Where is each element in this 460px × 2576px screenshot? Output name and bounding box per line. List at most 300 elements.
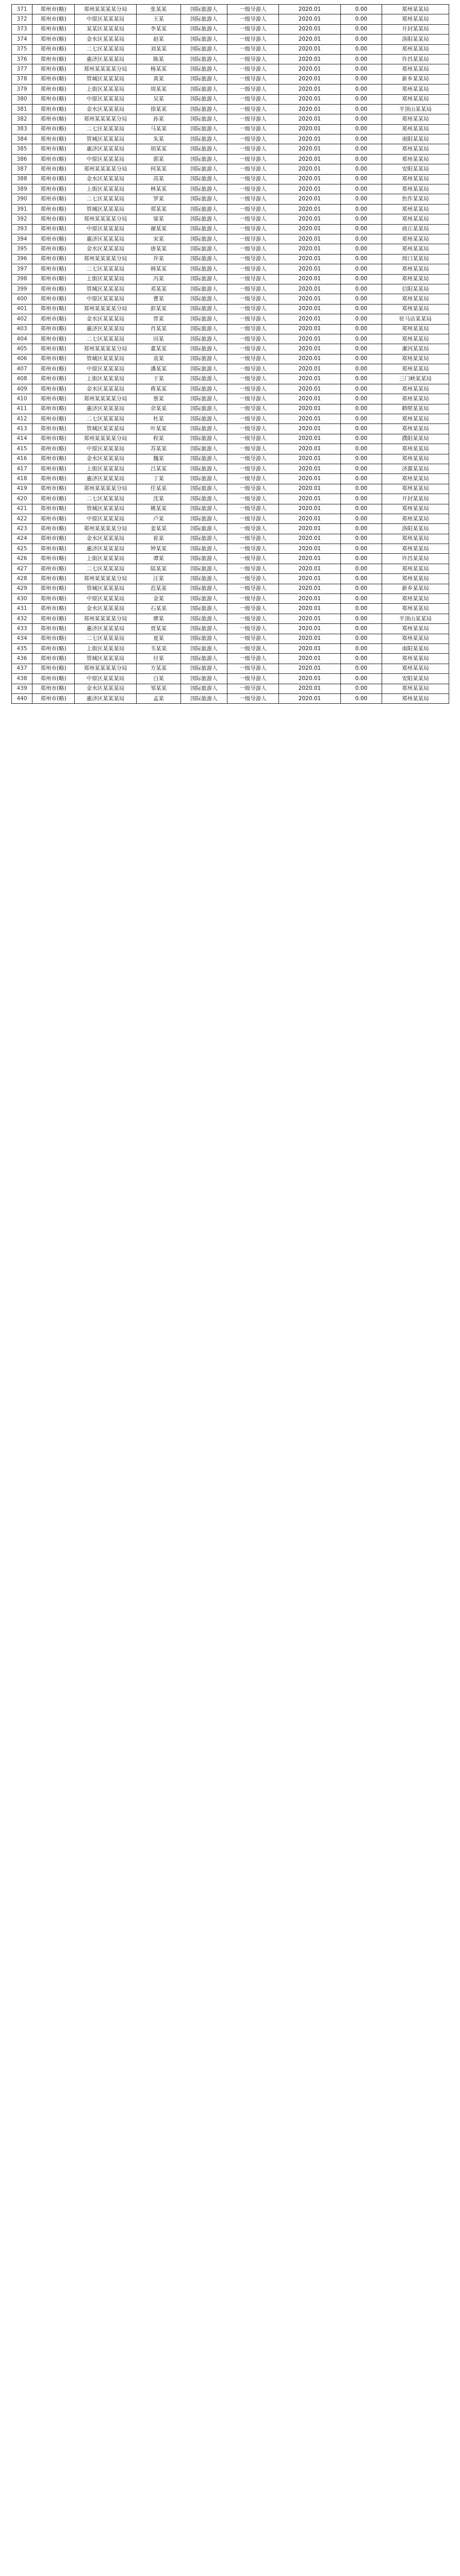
- cell-name: 曾某: [137, 314, 181, 324]
- cell-grade: 一级导游人: [227, 284, 279, 294]
- cell-place: 郑州某某局: [382, 394, 449, 404]
- table-row: [12, 554, 449, 564]
- cell-no: 433: [12, 624, 32, 634]
- cell-city: 郑州市(略): [32, 564, 75, 573]
- cell-no: 437: [12, 664, 32, 673]
- cell-type: 国际旅游人: [181, 514, 227, 523]
- cell-no: 384: [12, 134, 32, 144]
- cell-no: 427: [12, 564, 32, 573]
- table-row: [12, 284, 449, 294]
- cell-name: 赵某: [137, 35, 181, 44]
- cell-type: 国际旅游人: [181, 604, 227, 614]
- cell-no: 411: [12, 404, 32, 414]
- cell-code: 0.00: [341, 374, 382, 384]
- cell-grade: 一级导游人: [227, 584, 279, 594]
- cell-date: 2020.01: [279, 474, 341, 484]
- cell-name: 汪某: [137, 574, 181, 584]
- cell-code: 0.00: [341, 154, 382, 164]
- cell-date: 2020.01: [279, 64, 341, 74]
- cell-no: 435: [12, 644, 32, 654]
- cell-place: 郑州某某局: [382, 354, 449, 364]
- cell-grade: 一级导游人: [227, 424, 279, 434]
- cell-name: 徐某某: [137, 104, 181, 114]
- cell-no: 377: [12, 64, 32, 74]
- cell-place: 郑州某某局: [382, 564, 449, 573]
- cell-code: 0.00: [341, 454, 382, 464]
- cell-no: 395: [12, 244, 32, 254]
- table-row: [12, 35, 449, 44]
- cell-city: 郑州市(略): [32, 184, 75, 194]
- cell-name: 郑某某: [137, 204, 181, 214]
- cell-code: 0.00: [341, 234, 382, 244]
- cell-city: 郑州市(略): [32, 614, 75, 623]
- cell-type: 国际旅游人: [181, 344, 227, 354]
- cell-no: 422: [12, 514, 32, 523]
- cell-type: 国际旅游人: [181, 54, 227, 64]
- table-row: [12, 574, 449, 584]
- cell-place: 周口某某局: [382, 254, 449, 264]
- cell-place: 郑州某某局: [382, 484, 449, 494]
- cell-type: 国际旅游人: [181, 564, 227, 573]
- cell-type: 国际旅游人: [181, 544, 227, 554]
- cell-grade: 一级导游人: [227, 614, 279, 623]
- cell-name: 黄某: [137, 74, 181, 84]
- table-row: [12, 464, 449, 473]
- cell-date: 2020.01: [279, 374, 341, 384]
- cell-code: 0.00: [341, 634, 382, 643]
- cell-date: 2020.01: [279, 444, 341, 454]
- cell-city: 郑州市(略): [32, 124, 75, 134]
- cell-grade: 一级导游人: [227, 114, 279, 124]
- table-row: [12, 184, 449, 194]
- cell-date: 2020.01: [279, 414, 341, 424]
- table-row: [12, 144, 449, 154]
- cell-city: 郑州市(略): [32, 44, 75, 54]
- cell-date: 2020.01: [279, 624, 341, 634]
- cell-city: 郑州市(略): [32, 464, 75, 473]
- cell-no: 390: [12, 194, 32, 204]
- cell-city: 郑州市(略): [32, 354, 75, 364]
- table-row: [12, 524, 449, 534]
- table-row: [12, 594, 449, 604]
- cell-code: 0.00: [341, 54, 382, 64]
- cell-date: 2020.01: [279, 14, 341, 24]
- cell-bureau: 管城区某某某局: [75, 204, 137, 214]
- cell-date: 2020.01: [279, 74, 341, 84]
- cell-bureau: 中原区某某某局: [75, 594, 137, 604]
- cell-name: 孙某: [137, 114, 181, 124]
- cell-code: 0.00: [341, 274, 382, 284]
- cell-code: 0.00: [341, 254, 382, 264]
- cell-city: 郑州市(略): [32, 544, 75, 554]
- cell-date: 2020.01: [279, 144, 341, 154]
- cell-bureau: 郑州某某某某分局: [75, 664, 137, 673]
- cell-name: 丁某: [137, 474, 181, 484]
- cell-place: 郑州某某局: [382, 64, 449, 74]
- table-row: [12, 494, 449, 504]
- cell-no: 374: [12, 35, 32, 44]
- cell-date: 2020.01: [279, 274, 341, 284]
- cell-grade: 一级导游人: [227, 434, 279, 444]
- cell-bureau: 二七区某某某局: [75, 264, 137, 274]
- cell-place: 郑州某某局: [382, 444, 449, 454]
- cell-type: 国际旅游人: [181, 154, 227, 164]
- cell-date: 2020.01: [279, 354, 341, 364]
- cell-type: 国际旅游人: [181, 164, 227, 174]
- cell-code: 0.00: [341, 5, 382, 14]
- cell-grade: 一级导游人: [227, 264, 279, 274]
- cell-type: 国际旅游人: [181, 274, 227, 284]
- cell-grade: 一级导游人: [227, 604, 279, 614]
- cell-date: 2020.01: [279, 424, 341, 434]
- cell-code: 0.00: [341, 544, 382, 554]
- cell-city: 郑州市(略): [32, 644, 75, 654]
- cell-no: 417: [12, 464, 32, 473]
- cell-city: 郑州市(略): [32, 94, 75, 104]
- cell-no: 394: [12, 234, 32, 244]
- cell-city: 郑州市(略): [32, 474, 75, 484]
- roster-table: [11, 4, 449, 704]
- cell-bureau: 郑州某某某某分局: [75, 484, 137, 494]
- cell-name: 苏某某: [137, 444, 181, 454]
- cell-no: 430: [12, 594, 32, 604]
- cell-grade: 一级导游人: [227, 35, 279, 44]
- cell-bureau: 金水区某某某局: [75, 174, 137, 184]
- cell-city: 郑州市(略): [32, 584, 75, 594]
- cell-city: 郑州市(略): [32, 514, 75, 523]
- cell-place: 平顶山某某局: [382, 614, 449, 623]
- cell-bureau: 管城区某某某局: [75, 504, 137, 514]
- cell-place: 郑州某某局: [382, 504, 449, 514]
- cell-date: 2020.01: [279, 484, 341, 494]
- cell-no: 426: [12, 554, 32, 564]
- cell-type: 国际旅游人: [181, 124, 227, 134]
- cell-code: 0.00: [341, 334, 382, 344]
- cell-name: 唐某某: [137, 244, 181, 254]
- cell-code: 0.00: [341, 314, 382, 324]
- cell-code: 0.00: [341, 604, 382, 614]
- cell-name: 李某某: [137, 24, 181, 34]
- cell-bureau: 管城区某某某局: [75, 134, 137, 144]
- cell-place: 郑州某某局: [382, 94, 449, 104]
- cell-name: 贾某某: [137, 624, 181, 634]
- cell-code: 0.00: [341, 184, 382, 194]
- cell-no: 429: [12, 584, 32, 594]
- cell-bureau: 二七区某某某局: [75, 634, 137, 643]
- table-row: [12, 384, 449, 394]
- cell-code: 0.00: [341, 664, 382, 673]
- cell-place: 郑州某某局: [382, 144, 449, 154]
- cell-name: 范某某: [137, 584, 181, 594]
- cell-grade: 一级导游人: [227, 54, 279, 64]
- cell-code: 0.00: [341, 414, 382, 424]
- cell-code: 0.00: [341, 294, 382, 304]
- cell-grade: 一级导游人: [227, 184, 279, 194]
- cell-place: 郑州某某局: [382, 114, 449, 124]
- cell-city: 郑州市(略): [32, 144, 75, 154]
- cell-code: 0.00: [341, 14, 382, 24]
- cell-no: 402: [12, 314, 32, 324]
- cell-place: 郑州某某局: [382, 414, 449, 424]
- table-row: [12, 474, 449, 484]
- cell-no: 401: [12, 304, 32, 314]
- cell-type: 国际旅游人: [181, 324, 227, 334]
- cell-grade: 一级导游人: [227, 74, 279, 84]
- cell-place: 郑州某某局: [382, 684, 449, 693]
- cell-bureau: 惠济区某某某局: [75, 474, 137, 484]
- cell-bureau: 中原区某某某局: [75, 224, 137, 234]
- cell-type: 国际旅游人: [181, 494, 227, 504]
- cell-name: 廖某: [137, 614, 181, 623]
- cell-code: 0.00: [341, 224, 382, 234]
- cell-city: 郑州市(略): [32, 194, 75, 204]
- cell-name: 任某某: [137, 484, 181, 494]
- cell-type: 国际旅游人: [181, 404, 227, 414]
- cell-type: 国际旅游人: [181, 284, 227, 294]
- cell-grade: 一级导游人: [227, 414, 279, 424]
- cell-bureau: 惠济区某某某局: [75, 54, 137, 64]
- cell-bureau: 郑州某某某某分局: [75, 434, 137, 444]
- cell-name: 金某: [137, 594, 181, 604]
- cell-type: 国际旅游人: [181, 464, 227, 473]
- table-row: [12, 354, 449, 364]
- cell-date: 2020.01: [279, 664, 341, 673]
- cell-date: 2020.01: [279, 634, 341, 643]
- cell-grade: 一级导游人: [227, 394, 279, 404]
- cell-code: 0.00: [341, 194, 382, 204]
- cell-name: 郭某: [137, 154, 181, 164]
- cell-no: 388: [12, 174, 32, 184]
- cell-grade: 一级导游人: [227, 684, 279, 693]
- cell-date: 2020.01: [279, 314, 341, 324]
- cell-type: 国际旅游人: [181, 524, 227, 534]
- cell-bureau: 管城区某某某局: [75, 654, 137, 664]
- cell-bureau: 郑州某某某某分局: [75, 394, 137, 404]
- cell-place: 郑州某某局: [382, 184, 449, 194]
- cell-name: 田某: [137, 334, 181, 344]
- table-row: [12, 484, 449, 494]
- cell-place: 郑州某某局: [382, 174, 449, 184]
- cell-name: 韦某某: [137, 644, 181, 654]
- cell-place: 郑州某某局: [382, 594, 449, 604]
- cell-grade: 一级导游人: [227, 544, 279, 554]
- cell-bureau: 管城区某某某局: [75, 424, 137, 434]
- cell-date: 2020.01: [279, 534, 341, 544]
- cell-no: 392: [12, 214, 32, 224]
- cell-date: 2020.01: [279, 654, 341, 664]
- cell-code: 0.00: [341, 104, 382, 114]
- cell-code: 0.00: [341, 384, 382, 394]
- cell-city: 郑州市(略): [32, 284, 75, 294]
- cell-date: 2020.01: [279, 614, 341, 623]
- cell-no: 434: [12, 634, 32, 643]
- cell-no: 391: [12, 204, 32, 214]
- cell-grade: 一级导游人: [227, 144, 279, 154]
- cell-name: 魏某: [137, 454, 181, 464]
- cell-name: 冯某: [137, 274, 181, 284]
- table-row: [12, 634, 449, 643]
- cell-date: 2020.01: [279, 584, 341, 594]
- cell-name: 彭某某: [137, 304, 181, 314]
- cell-grade: 一级导游人: [227, 84, 279, 94]
- cell-grade: 一级导游人: [227, 484, 279, 494]
- cell-code: 0.00: [341, 364, 382, 374]
- cell-date: 2020.01: [279, 284, 341, 294]
- table-row: [12, 344, 449, 354]
- cell-name: 韩某某: [137, 264, 181, 274]
- cell-grade: 一级导游人: [227, 124, 279, 134]
- cell-place: 郑州某某局: [382, 154, 449, 164]
- cell-city: 郑州市(略): [32, 234, 75, 244]
- cell-city: 郑州市(略): [32, 604, 75, 614]
- cell-code: 0.00: [341, 64, 382, 74]
- cell-grade: 一级导游人: [227, 174, 279, 184]
- cell-no: 420: [12, 494, 32, 504]
- cell-type: 国际旅游人: [181, 354, 227, 364]
- cell-place: 商丘某某局: [382, 224, 449, 234]
- cell-city: 郑州市(略): [32, 574, 75, 584]
- cell-grade: 一级导游人: [227, 504, 279, 514]
- cell-name: 白某: [137, 674, 181, 684]
- cell-type: 国际旅游人: [181, 594, 227, 604]
- cell-type: 国际旅游人: [181, 35, 227, 44]
- cell-city: 郑州市(略): [32, 404, 75, 414]
- cell-name: 梁某: [137, 214, 181, 224]
- cell-code: 0.00: [341, 244, 382, 254]
- table-row: [12, 544, 449, 554]
- cell-name: 于某: [137, 374, 181, 384]
- cell-name: 马某某: [137, 124, 181, 134]
- cell-bureau: 郑州某某某某分局: [75, 344, 137, 354]
- cell-name: 谢某某: [137, 224, 181, 234]
- table-row: [12, 254, 449, 264]
- cell-city: 郑州市(略): [32, 334, 75, 344]
- cell-code: 0.00: [341, 504, 382, 514]
- cell-code: 0.00: [341, 584, 382, 594]
- cell-name: 卢某: [137, 514, 181, 523]
- cell-date: 2020.01: [279, 214, 341, 224]
- cell-city: 郑州市(略): [32, 414, 75, 424]
- cell-city: 郑州市(略): [32, 364, 75, 374]
- cell-date: 2020.01: [279, 674, 341, 684]
- cell-bureau: 上街区某某某局: [75, 274, 137, 284]
- cell-city: 郑州市(略): [32, 294, 75, 304]
- cell-no: 400: [12, 294, 32, 304]
- table-row: [12, 624, 449, 634]
- cell-type: 国际旅游人: [181, 454, 227, 464]
- cell-grade: 一级导游人: [227, 454, 279, 464]
- cell-code: 0.00: [341, 404, 382, 414]
- cell-no: 408: [12, 374, 32, 384]
- cell-place: 郑州某某局: [382, 514, 449, 523]
- cell-name: 程某: [137, 434, 181, 444]
- cell-code: 0.00: [341, 134, 382, 144]
- cell-name: 沈某: [137, 494, 181, 504]
- cell-bureau: 中原区某某某局: [75, 294, 137, 304]
- cell-place: 郑州某某局: [382, 124, 449, 134]
- cell-date: 2020.01: [279, 504, 341, 514]
- cell-code: 0.00: [341, 174, 382, 184]
- cell-type: 国际旅游人: [181, 474, 227, 484]
- table-row: [12, 94, 449, 104]
- cell-bureau: 某某区某某某局: [75, 24, 137, 34]
- cell-no: 387: [12, 164, 32, 174]
- cell-type: 国际旅游人: [181, 214, 227, 224]
- cell-city: 郑州市(略): [32, 424, 75, 434]
- cell-city: 郑州市(略): [32, 344, 75, 354]
- cell-date: 2020.01: [279, 364, 341, 374]
- cell-no: 380: [12, 94, 32, 104]
- cell-date: 2020.01: [279, 324, 341, 334]
- cell-place: 济源某某局: [382, 464, 449, 473]
- cell-bureau: 郑州某某某某分局: [75, 64, 137, 74]
- cell-code: 0.00: [341, 74, 382, 84]
- cell-name: 陆某某: [137, 564, 181, 573]
- cell-date: 2020.01: [279, 194, 341, 204]
- table-row: [12, 534, 449, 544]
- cell-name: 肖某某: [137, 324, 181, 334]
- cell-bureau: 管城区某某某局: [75, 354, 137, 364]
- cell-no: 393: [12, 224, 32, 234]
- cell-name: 周某某: [137, 84, 181, 94]
- cell-type: 国际旅游人: [181, 24, 227, 34]
- cell-type: 国际旅游人: [181, 84, 227, 94]
- cell-name: 孟某: [137, 693, 181, 703]
- cell-no: 396: [12, 254, 32, 264]
- cell-no: 371: [12, 5, 32, 14]
- cell-city: 郑州市(略): [32, 164, 75, 174]
- cell-no: 415: [12, 444, 32, 454]
- cell-city: 郑州市(略): [32, 244, 75, 254]
- cell-type: 国际旅游人: [181, 334, 227, 344]
- cell-date: 2020.01: [279, 604, 341, 614]
- cell-type: 国际旅游人: [181, 184, 227, 194]
- cell-place: 郑州某某局: [382, 294, 449, 304]
- cell-city: 郑州市(略): [32, 624, 75, 634]
- cell-no: 405: [12, 344, 32, 354]
- cell-grade: 一级导游人: [227, 324, 279, 334]
- cell-grade: 一级导游人: [227, 534, 279, 544]
- cell-code: 0.00: [341, 44, 382, 54]
- table-row: [12, 24, 449, 34]
- cell-date: 2020.01: [279, 594, 341, 604]
- cell-type: 国际旅游人: [181, 224, 227, 234]
- cell-place: 郑州某某局: [382, 84, 449, 94]
- cell-type: 国际旅游人: [181, 444, 227, 454]
- cell-name: 姜某某: [137, 524, 181, 534]
- cell-code: 0.00: [341, 474, 382, 484]
- cell-date: 2020.01: [279, 114, 341, 124]
- cell-type: 国际旅游人: [181, 424, 227, 434]
- cell-city: 郑州市(略): [32, 5, 75, 14]
- cell-bureau: 金水区某某某局: [75, 314, 137, 324]
- cell-code: 0.00: [341, 424, 382, 434]
- cell-place: 郑州某某局: [382, 624, 449, 634]
- table-row: [12, 654, 449, 664]
- table-row: [12, 304, 449, 314]
- cell-bureau: 金水区某某某局: [75, 534, 137, 544]
- cell-city: 郑州市(略): [32, 104, 75, 114]
- table-row: [12, 174, 449, 184]
- cell-bureau: 二七区某某某局: [75, 194, 137, 204]
- cell-no: 389: [12, 184, 32, 194]
- table-row: [12, 224, 449, 234]
- cell-name: 吕某某: [137, 464, 181, 473]
- table-row: [12, 5, 449, 14]
- cell-place: 开封某某局: [382, 494, 449, 504]
- cell-bureau: 金水区某某某局: [75, 35, 137, 44]
- cell-city: 郑州市(略): [32, 494, 75, 504]
